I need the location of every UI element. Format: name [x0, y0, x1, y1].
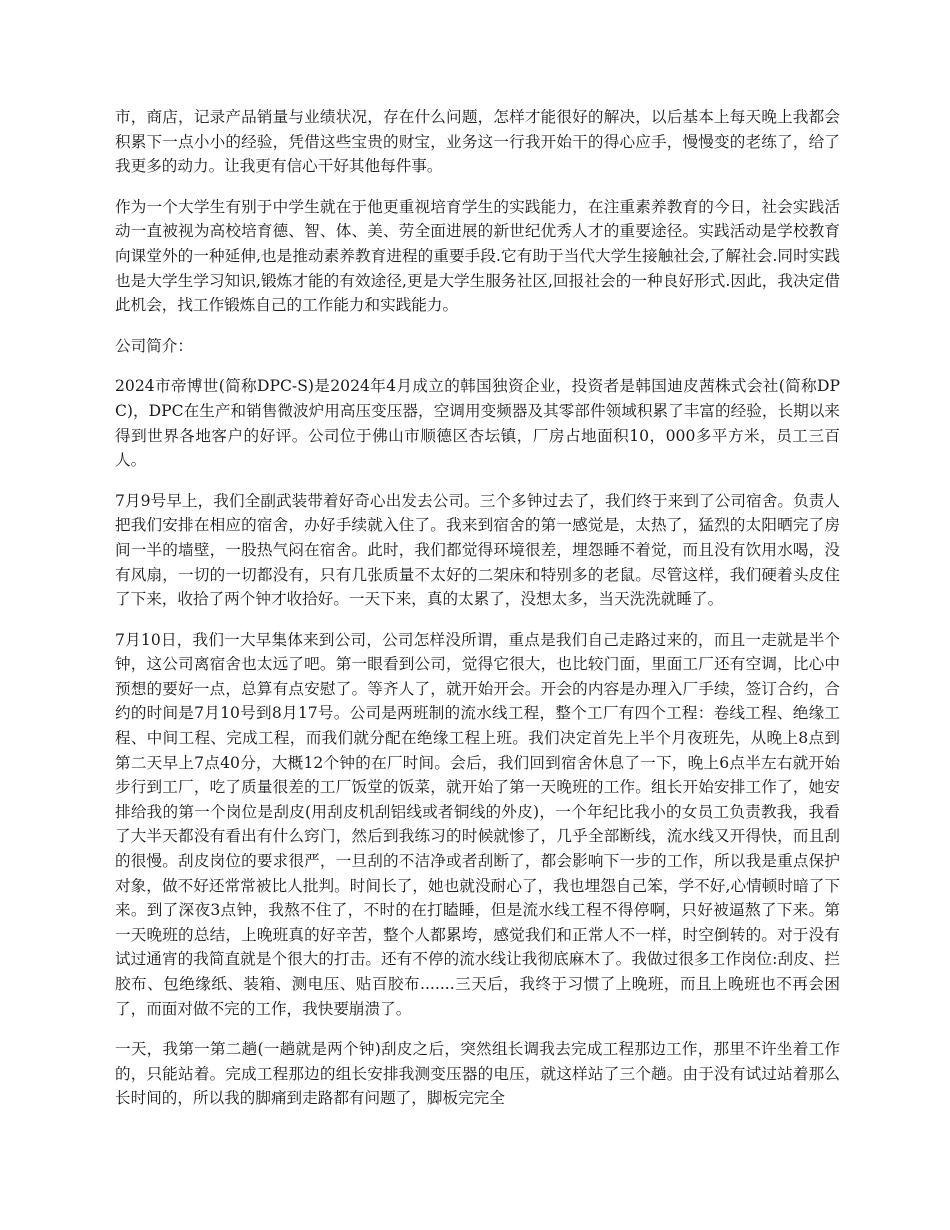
- paragraph-practice-ability: 作为一个大学生有别于中学生就在于他更重视培育学生的实践能力，在注重素养教育的今日，社会实践活动一直被视为高校培育德、智、体、美、劳全面进展的新世纪优秀人才的重要途径。实践活动是学校教育向课堂外的一种延伸,也是推动素养教育进程的重要手段.它有助于当代大学生接触社会,了解社会.同时实践也是大学生学习知识,锻炼才能的有效途径,更是大学生服务社区,回报社会的一种良好形式.因此，我决定借此机会，找工作锻炼自己的工作能力和实践能力。: [115, 197, 840, 315]
- heading-company-intro: 公司简介：: [115, 336, 193, 355]
- paragraph-july-9: 7月9号早上，我们全副武装带着好奇心出发去公司。三个多钟过去了，我们终于来到了公司宿舍。负责人把我们安排在相应的宿舍，办好手续就入住了。我来到宿舍的第一感觉是，太热了，猛烈的太阳晒完了房间一半的墙壁，一股热气闷在宿舍。此时，我们都觉得环境很差，埋怨睡不着觉，而且没有饮用水喝，没有风扇，一切的一切都没有，只有几张质量不太好的二架床和特别多的老鼠。尽管这样，我们硬着头皮住了下来，收拾了两个钟才收拾好。一天下来，真的太累了，没想太多，当天洗洗就睡了。: [115, 491, 840, 609]
- paragraph-july-10: 7月10日，我们一大早集体来到公司，公司怎样没所谓，重点是我们自己走路过来的，而且一走就是半个钟，这公司离宿舍也太远了吧。第一眼看到公司，觉得它很大，也比较门面，里面工厂还有空调，比心中预想的要好一点，总算有点安慰了。等齐人了，就开始开会。开会的内容是办理入厂手续，签订合约，合约的时间是7月10号到8月17号。公司是两班制的流水线工程，整个工厂有四个工程：卷线工程、绝缘工程、中间工程、完成工程，而我们就分配在绝缘工程上班。我们决定首先上半个月夜班先，从晚上8点到第二天早上7点40分，大概12个钟的在厂时间。会后，我们回到宿舍休息了一下，晚上6点半左右就开始步行到工厂，吃了质量很差的工厂饭堂的饭菜，就开始了第一天晚班的工作。组长开始安排工作了，她安排给我的第一个岗位是刮皮(用刮皮机刮铝线或者铜线的外皮)，一个年纪比我小的女员工负责教我，我看了大半天都没有看出有什么窍门，然后到我练习的时候就惨了，几乎全部断线，流水线又开得快，而且刮的很慢。刮皮岗位的要求很严，一旦刮的不洁净或者刮断了，都会影响下一步的工作，所以我是重点保护对象，做不好还常常被比人批判。时间长了，她也就没耐心了，我也埋怨自己笨，学不好,心情顿时暗了下来。到了深夜3点钟，我熬不住了，不时的在打瞌睡，但是流水线工程不得停啊，只好被逼熬了下来。第一天晚班的总结，上晚班真的好辛苦，整个人都累垮，感觉我们和正常人不一样，时空倒转的。对于没有试过通宵的我简直就是个很大的打击。还有不停的流水线让我彻底麻木了。我做过很多工作岗位:刮皮、拦胶布、包绝缘纸、装箱、测电压、贴百胶布.......三天后，我终于习惯了上晚班，而且上晚班也不再会困了，而面对做不完的工作，我快要崩溃了。: [115, 630, 840, 1018]
- paragraph-sales-experience: 市，商店，记录产品销量与业绩状况，存在什么问题，怎样才能很好的解决，以后基本上每天晚上我都会积累下一点小小的经验，凭借这些宝贵的财宝，业务这一行我开始干的得心应手，慢慢变的老练了，给了我更多的动力。让我更有信心干好其他每件事。: [115, 108, 840, 176]
- paragraph-one-day: 一天，我第一第二趟(一趟就是两个钟)刮皮之后，突然组长调我去完成工程那边工作，那里不许坐着工作的，只能站着。完成工程那边的组长安排我测变压器的电压，就这样站了三个趟。由于没有试过站着那么长时间的，所以我的脚痛到走路都有问题了，脚板完完全: [115, 1040, 840, 1108]
- document-body: [115, 105, 840, 1111]
- paragraph-company-profile: 2024市帝博世(简称DPC-S)是2024年4月成立的韩国独资企业，投资者是韩国迪皮茜株式会社(简称DPC)，DPC在生产和销售微波炉用高压变压器，空调用变频器及其零部件领域积累了丰富的经验，长期以来得到世界各地客户的好评。公司位于佛山市顺德区杏坛镇，厂房占地面积10，000多平方米，员工三百人。: [115, 377, 840, 470]
